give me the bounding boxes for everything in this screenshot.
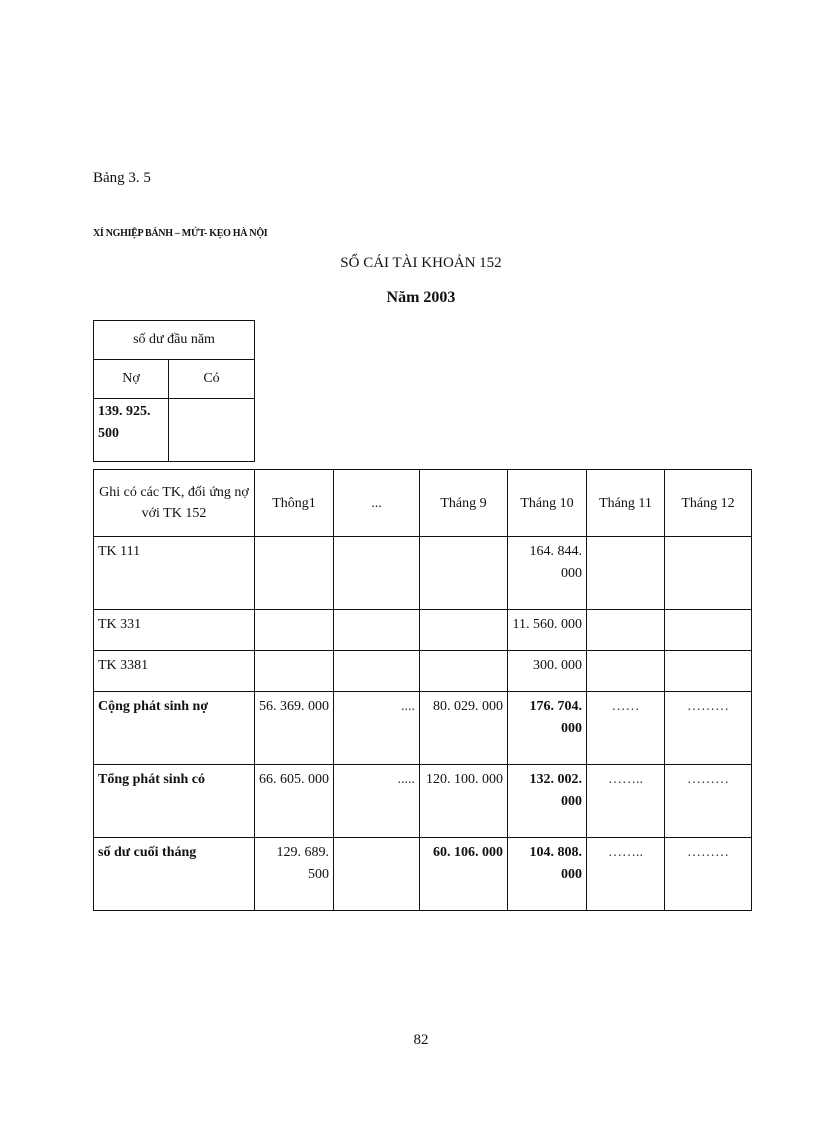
table-cell: 56. 369. 000 [255, 692, 334, 765]
document-title: SỔ CÁI TÀI KHOẢN 152 [340, 255, 502, 271]
table-cell [334, 838, 420, 911]
table-row [94, 537, 752, 610]
table-cell: ..... [334, 765, 420, 838]
column-header: ... [334, 470, 420, 537]
row-label: Tổng phát sinh có [94, 765, 255, 838]
row-label: số dư cuối tháng [94, 838, 255, 911]
table-cell: ……… [665, 765, 752, 838]
ledger-table [93, 469, 752, 911]
column-header: Ghi có các TK, đối ứng nợ với TK 152 [94, 470, 255, 537]
table-cell [665, 610, 752, 651]
table-cell: .... [334, 692, 420, 765]
table-cell [255, 610, 334, 651]
row-label: Cộng phát sinh nợ [94, 692, 255, 765]
table-cell: 164. 844. 000 [508, 537, 587, 610]
column-header: Tháng 10 [508, 470, 587, 537]
credit-label: Có [169, 360, 255, 399]
table-cell: 60. 106. 000 [420, 838, 508, 911]
opening-balance-header: số dư đầu năm [94, 321, 255, 360]
table-cell: 104. 808. 000 [508, 838, 587, 911]
organization-name: XÍ NGHIỆP BÁNH – MỨT- KẸO HÀ NỘI [93, 228, 268, 239]
table-cell: 11. 560. 000 [508, 610, 587, 651]
table-row [94, 651, 752, 692]
debit-label: Nợ [94, 360, 169, 399]
row-label: TK 3381 [94, 651, 255, 692]
table-cell: 129. 689. 500 [255, 838, 334, 911]
table-cell: …….. [587, 838, 665, 911]
table-cell [665, 651, 752, 692]
table-cell [255, 537, 334, 610]
table-cell: 176. 704. 000 [508, 692, 587, 765]
table-cell [334, 537, 420, 610]
table-number: Bảng 3. 5 [93, 170, 151, 186]
table-row [94, 838, 752, 911]
table-cell: …….. [587, 765, 665, 838]
table-cell: 300. 000 [508, 651, 587, 692]
document-year: Năm 2003 [386, 289, 456, 306]
table-cell: ……… [665, 692, 752, 765]
table-cell [420, 610, 508, 651]
column-header: Tháng 9 [420, 470, 508, 537]
ledger-header-row [94, 470, 752, 537]
table-cell [420, 537, 508, 610]
table-cell [587, 537, 665, 610]
table-cell [334, 610, 420, 651]
table-cell [420, 651, 508, 692]
table-cell: 132. 002. 000 [508, 765, 587, 838]
table-cell [665, 537, 752, 610]
column-header: Thông1 [255, 470, 334, 537]
table-row [94, 765, 752, 838]
opening-balance-table [93, 320, 255, 462]
table-cell [587, 610, 665, 651]
table-cell [255, 651, 334, 692]
table-cell: …… [587, 692, 665, 765]
row-label: TK 111 [94, 537, 255, 610]
table-row [94, 610, 752, 651]
opening-credit-value [169, 399, 255, 462]
table-cell [334, 651, 420, 692]
row-label: TK 331 [94, 610, 255, 651]
table-cell: 66. 605. 000 [255, 765, 334, 838]
table-cell: 120. 100. 000 [420, 765, 508, 838]
table-cell: ……… [665, 838, 752, 911]
table-cell [587, 651, 665, 692]
table-cell: 80. 029. 000 [420, 692, 508, 765]
column-header: Tháng 11 [587, 470, 665, 537]
page-number: 82 [413, 1032, 429, 1048]
column-header: Tháng 12 [665, 470, 752, 537]
table-row [94, 692, 752, 765]
opening-debit-value: 139. 925. 500 [94, 399, 169, 462]
